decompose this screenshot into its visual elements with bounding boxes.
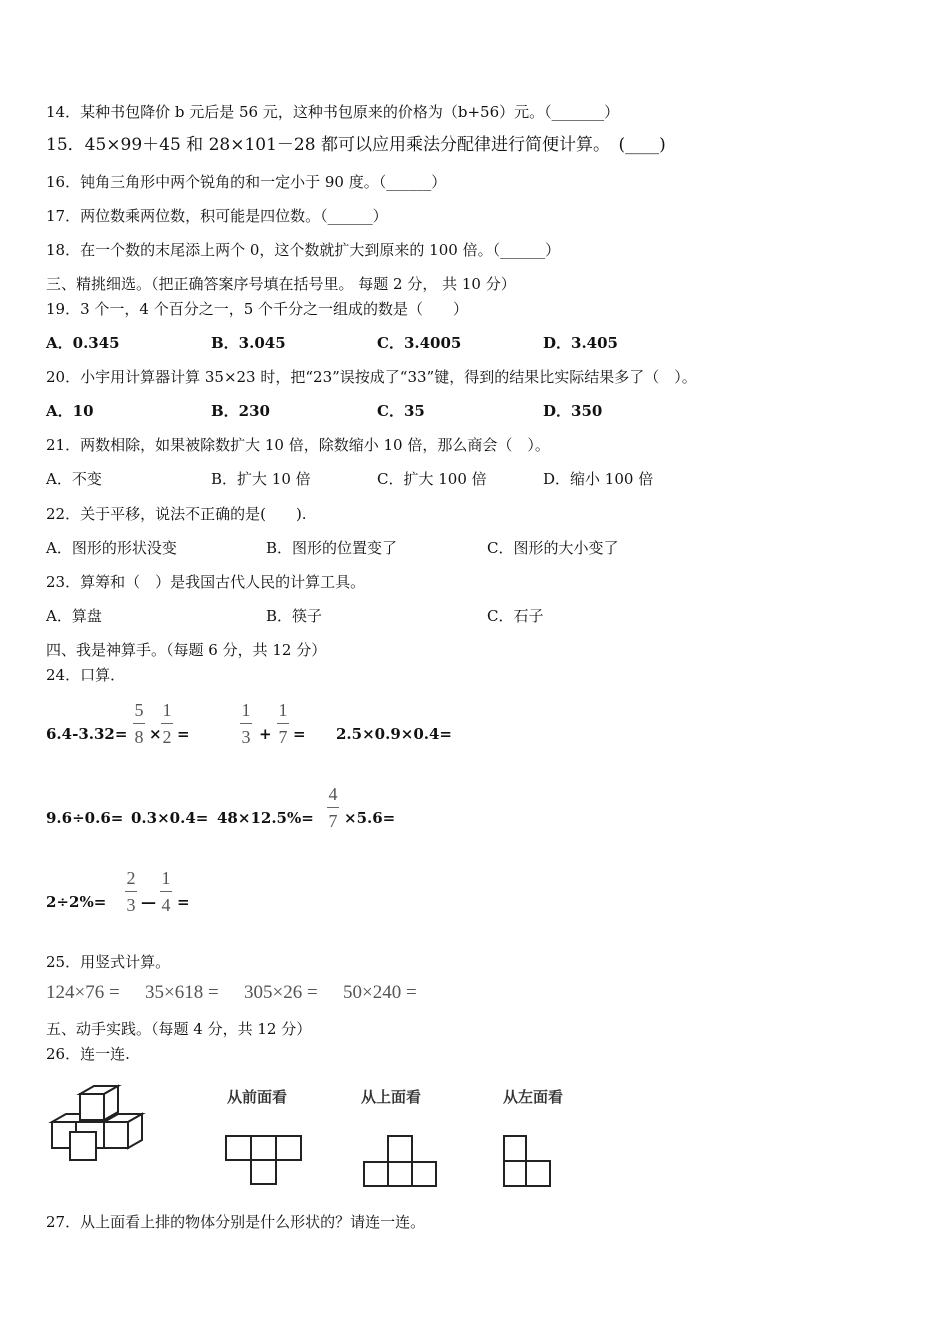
numerator: 1 (162, 700, 172, 720)
calc-9.6-div-0.6: 9.6÷0.6= (46, 809, 124, 827)
numerator: 5 (134, 700, 144, 720)
plus-sign: + (259, 725, 272, 743)
calc-0.3x0.4: 0.3×0.4= (131, 809, 209, 827)
question-14: 14．某种书包降价 b 元后是 56 元，这种书包原来的价格为（b+56）元。（_______） (46, 103, 620, 121)
q19-option-a: A．0.345 (46, 334, 120, 352)
question-19: 19．3 个一，4 个百分之一，5 个千分之一组成的数是（ ） (46, 300, 469, 318)
fraction-4-7 (327, 784, 339, 831)
section-5-heading: 五、动手实践。（每题 4 分，共 12 分） (46, 1020, 312, 1038)
equals-sign: = (293, 725, 306, 743)
vertical-calc-305x26: 305×26 = (244, 982, 318, 1003)
top-view-diagram (362, 1134, 442, 1190)
vertical-calc-124x76: 124×76 = (46, 982, 120, 1003)
q21-option-a: A．不变 (46, 470, 102, 488)
q23-option-b: B．筷子 (266, 607, 323, 625)
numerator: 4 (328, 784, 338, 804)
q19-option-c: C．3.4005 (377, 334, 462, 352)
section-4-heading: 四、我是神算手。（每题 6 分，共 12 分） (46, 641, 327, 659)
question-15: 15．45×99＋45 和 28×101－28 都可以应用乘法分配律进行简便计算。 (____) (46, 135, 666, 155)
q20-option-d: D．350 (543, 402, 603, 420)
fraction-5-8 (133, 700, 145, 747)
q22-option-b: B．图形的位置变了 (266, 539, 398, 557)
q21-option-b: B．扩大 10 倍 (211, 470, 311, 488)
q23-option-c: C．石子 (487, 607, 544, 625)
view-label-left: 从左面看 (503, 1088, 564, 1106)
denominator: 2 (162, 727, 172, 747)
equals-sign: = (177, 893, 190, 911)
q21-option-c: C．扩大 100 倍 (377, 470, 487, 488)
denominator: 4 (161, 895, 171, 915)
q20-option-a: A．10 (46, 402, 94, 420)
question-21: 21．两数相除，如果被除数扩大 10 倍，除数缩小 10 倍，那么商会（ ）。 (46, 436, 550, 454)
fraction-1-7 (277, 700, 289, 747)
denominator: 3 (241, 727, 251, 747)
question-27: 27．从上面看上排的物体分别是什么形状的？请连一连。 (46, 1213, 426, 1231)
calc-2.5x0.9x0.4: 2.5×0.9×0.4= (336, 725, 452, 743)
view-label-front: 从前面看 (227, 1088, 288, 1106)
fraction-1-4 (160, 868, 172, 915)
denominator: 8 (134, 727, 144, 747)
numerator: 1 (241, 700, 251, 720)
question-26: 26．连一连. (46, 1045, 130, 1063)
question-20: 20．小宇用计算器计算 35×23 时，把“23”误按成了“33”键，得到的结果比实际结果多了（ ）。 (46, 368, 697, 386)
q22-option-a: A．图形的形状没变 (46, 539, 177, 557)
q19-option-d: D．3.405 (543, 334, 618, 352)
fraction-2-3 (125, 868, 137, 915)
left-view-diagram (502, 1134, 558, 1190)
equals-sign: = (177, 725, 190, 743)
q21-option-d: D．缩小 100 倍 (543, 470, 654, 488)
question-24: 24．口算． (46, 666, 126, 684)
section-3-heading: 三、精挑细选。（把正确答案序号填在括号里。 每题 2 分， 共 10 分） (46, 275, 516, 293)
q20-option-c: C．35 (377, 402, 425, 420)
times-sign: × (149, 725, 162, 743)
view-label-top: 从上面看 (361, 1088, 422, 1106)
calc-48x12.5pct: 48×12.5%= (217, 809, 314, 827)
fraction-1-3 (240, 700, 252, 747)
question-25: 25．用竖式计算。 (46, 953, 171, 971)
question-23: 23．算筹和（ ）是我国古代人民的计算工具。 (46, 573, 366, 591)
cube-stack-diagram (46, 1082, 152, 1164)
minus-sign: — (141, 893, 156, 911)
fraction-1-2 (161, 700, 173, 747)
question-22: 22．关于平移，说法不正确的是( ). (46, 505, 307, 523)
vertical-calc-50x240: 50×240 = (343, 982, 417, 1003)
denominator: 7 (278, 727, 288, 747)
denominator: 7 (328, 811, 338, 831)
q20-option-b: B．230 (211, 402, 270, 420)
calc-2-div-2pct: 2÷2%= (46, 893, 107, 911)
numerator: 1 (278, 700, 288, 720)
numerator: 1 (161, 868, 171, 888)
q22-option-c: C．图形的大小变了 (487, 539, 619, 557)
numerator: 2 (126, 868, 136, 888)
calc-times-5.6: ×5.6= (344, 809, 396, 827)
vertical-calc-35x618: 35×618 = (145, 982, 219, 1003)
front-view-diagram (224, 1134, 308, 1188)
calc-6.4-minus-3.32: 6.4-3.32= (46, 725, 128, 743)
question-17: 17．两位数乘两位数，积可能是四位数。（______） (46, 207, 388, 225)
question-16: 16．钝角三角形中两个锐角的和一定小于 90 度。（______） (46, 173, 447, 191)
denominator: 3 (126, 895, 136, 915)
q23-option-a: A．算盘 (46, 607, 102, 625)
q19-option-b: B．3.045 (211, 334, 286, 352)
question-18: 18．在一个数的末尾添上两个 0，这个数就扩大到原来的 100 倍。（______） (46, 241, 561, 259)
